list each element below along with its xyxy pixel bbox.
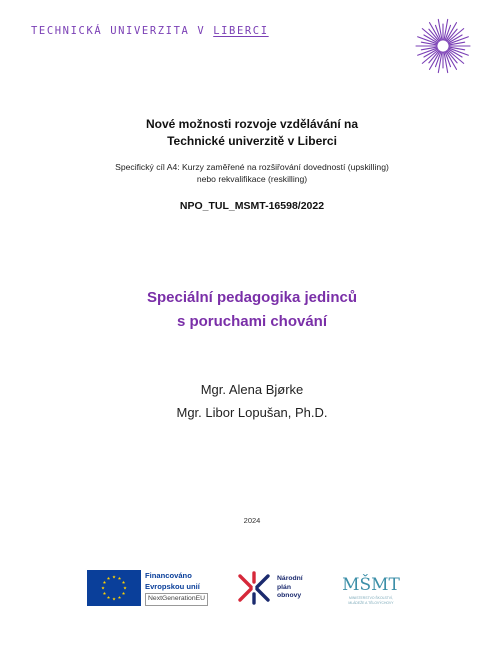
- npo-label: [277, 575, 303, 601]
- project-title-line1: Nové možnosti rozvoje vzdělávání na: [145, 117, 359, 131]
- author-1: Mgr. Alena Bjørke: [200, 382, 304, 397]
- npo-cross-icon: [234, 570, 274, 606]
- msmt-caption-line2: MLÁDEŽE A TĚLOVÝCHOVY: [348, 601, 394, 605]
- course-title-line1: Speciální pedagogika jedinců: [146, 289, 358, 306]
- publication-year: 2024: [243, 516, 261, 525]
- specific-objective: [0, 161, 504, 185]
- course-title-line2: s poruchami chování: [176, 313, 328, 330]
- eu-flag-icon: [87, 570, 141, 606]
- eu-funding-line2: Evropskou unií: [145, 581, 200, 591]
- university-name-text: TECHNICKÁ UNIVERZITA V: [31, 25, 214, 37]
- radial-starburst-icon: [413, 16, 473, 76]
- specific-objective-line1: Specifický cíl A4: Kurzy zaměřené na rozšiřování dovedností (upskilling): [115, 162, 389, 172]
- msmt-mark: MŠMT: [342, 575, 400, 595]
- eu-funding-label: [145, 571, 208, 606]
- next-generation-eu-label: NextGenerationEU: [145, 593, 208, 606]
- authors: [0, 378, 504, 424]
- eu-funding-line1: Financováno: [145, 571, 192, 580]
- npo-label-line3: obnovy: [277, 592, 302, 600]
- specific-objective-line2: nebo rekvalifikace (reskilling): [196, 174, 308, 184]
- university-name-city: LIBERCI: [213, 25, 269, 37]
- msmt-caption-line1: MINISTERSTVO ŠKOLSTVÍ,: [349, 596, 393, 600]
- author-2: Mgr. Libor Lopušan, Ph.D.: [176, 405, 328, 420]
- npo-label-line2: plán: [277, 583, 291, 591]
- project-title: [0, 116, 504, 150]
- project-title-line2: Technické univerzitě v Liberci: [167, 134, 337, 148]
- project-code: NPO_TUL_MSMT-16598/2022: [179, 200, 325, 212]
- npo-label-line1: Národní: [277, 575, 303, 582]
- university-name: [31, 25, 269, 37]
- course-title: [0, 286, 504, 334]
- msmt-logo-icon: [340, 568, 402, 608]
